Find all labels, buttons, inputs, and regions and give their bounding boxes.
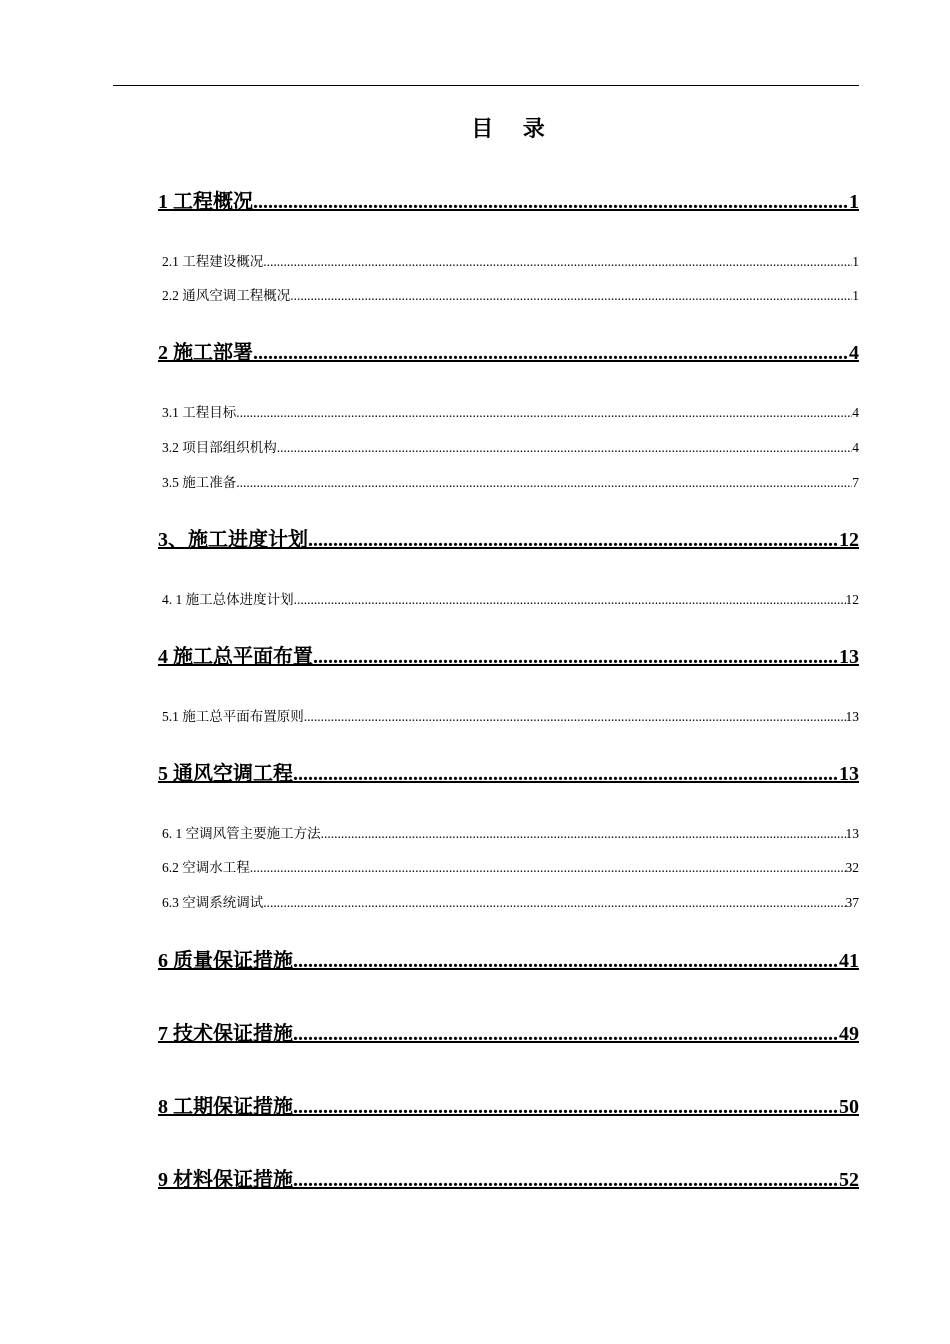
toc-entry-level1[interactable]	[158, 340, 859, 366]
toc-entry-page: 4	[852, 440, 859, 455]
toc-entry-page: 49	[839, 1023, 859, 1045]
toc-dot-leader	[236, 404, 852, 422]
toc-entry-label: 4. 1 施工总体进度计划	[162, 592, 294, 607]
toc-entry-level2[interactable]	[162, 439, 859, 457]
toc-dot-leader	[321, 825, 846, 843]
toc-dot-leader	[293, 761, 839, 787]
toc-entry-level2[interactable]	[162, 287, 859, 305]
toc-dot-leader	[293, 1167, 839, 1193]
toc-dot-leader	[290, 287, 852, 305]
toc-entry-page: 1	[849, 191, 859, 213]
toc-entry-page: 1	[852, 254, 859, 269]
toc-dot-leader	[313, 644, 839, 670]
toc-entry-label: 3.1 工程目标	[162, 405, 237, 420]
toc-entry-level2[interactable]	[162, 825, 859, 843]
toc-entry-page: 4	[852, 405, 859, 420]
toc-entry-label: 3.2 项目部组织机构	[162, 440, 277, 455]
toc-entry-level2[interactable]	[162, 894, 859, 912]
toc-entry-level1[interactable]	[158, 948, 859, 974]
toc-entry-label: 6.2 空调水工程	[162, 860, 250, 875]
toc-entry-label: 2.2 通风空调工程概况	[162, 288, 291, 303]
toc-entry-page: 13	[839, 646, 859, 668]
toc-entry-label: 5 通风空调工程	[158, 763, 293, 785]
toc-entry-level2[interactable]	[162, 859, 859, 877]
toc-entry-level1[interactable]	[158, 1094, 859, 1120]
toc-dot-leader	[263, 894, 845, 912]
toc-entry-page: 37	[845, 895, 859, 910]
toc-dot-leader	[236, 474, 852, 492]
toc-dot-leader	[293, 1021, 839, 1047]
toc-entry-page: 13	[845, 826, 859, 841]
toc-entry-level1[interactable]	[158, 644, 859, 670]
toc-dot-leader	[293, 1094, 839, 1120]
toc-entry-label: 3.5 施工准备	[162, 475, 237, 490]
toc-entry-label: 2.1 工程建设概况	[162, 254, 264, 269]
toc-entry-page: 13	[839, 763, 859, 785]
toc-entry-label: 9 材料保证措施	[158, 1169, 293, 1191]
toc-dot-leader	[294, 591, 846, 609]
toc-entry-level1[interactable]	[158, 189, 859, 215]
toc-dot-leader	[304, 708, 846, 726]
toc-entry-label: 3、施工进度计划	[158, 529, 308, 551]
toc-entry-page: 50	[839, 1096, 859, 1118]
toc-dot-leader	[263, 253, 852, 271]
toc-entry-level1[interactable]	[158, 761, 859, 787]
toc-dot-leader	[293, 948, 839, 974]
toc-entry-label: 8 工期保证措施	[158, 1096, 293, 1118]
toc-entry-page: 12	[845, 592, 859, 607]
toc-entry-label: 6 质量保证措施	[158, 950, 293, 972]
toc-entry-page: 4	[849, 342, 859, 364]
toc-entry-page: 1	[852, 288, 859, 303]
toc-dot-leader	[250, 859, 846, 877]
toc-entry-label: 6.3 空调系统调试	[162, 895, 264, 910]
page-title: 目 录	[471, 116, 557, 141]
toc-dot-leader	[308, 527, 839, 553]
toc-entry-page: 41	[839, 950, 859, 972]
toc-entry-page: 52	[839, 1169, 859, 1191]
toc-entry-label: 5.1 施工总平面布置原则	[162, 709, 304, 724]
toc-dot-leader	[253, 340, 849, 366]
toc-entry-level2[interactable]	[162, 708, 859, 726]
toc-entry-level1[interactable]	[158, 1167, 859, 1193]
toc-entry-page: 32	[845, 860, 859, 875]
toc-entry-level2[interactable]	[162, 404, 859, 422]
toc-entry-label: 7 技术保证措施	[158, 1023, 293, 1045]
toc-dot-leader	[253, 189, 849, 215]
toc-entry-level2[interactable]	[162, 253, 859, 271]
toc-entry-level1[interactable]	[158, 527, 859, 553]
toc-entry-label: 4 施工总平面布置	[158, 646, 313, 668]
toc-entry-label: 1 工程概况	[158, 191, 253, 213]
header-rule	[113, 85, 859, 86]
toc-entry-level2[interactable]	[162, 474, 859, 492]
toc-entry-level1[interactable]	[158, 1021, 859, 1047]
toc-entry-page: 7	[852, 475, 859, 490]
toc-entry-label: 6. 1 空调风管主要施工方法	[162, 826, 321, 841]
toc-entry-level2[interactable]	[162, 591, 859, 609]
toc-dot-leader	[277, 439, 853, 457]
toc-entry-page: 12	[839, 529, 859, 551]
toc-entry-page: 13	[845, 709, 859, 724]
toc-entry-label: 2 施工部署	[158, 342, 253, 364]
